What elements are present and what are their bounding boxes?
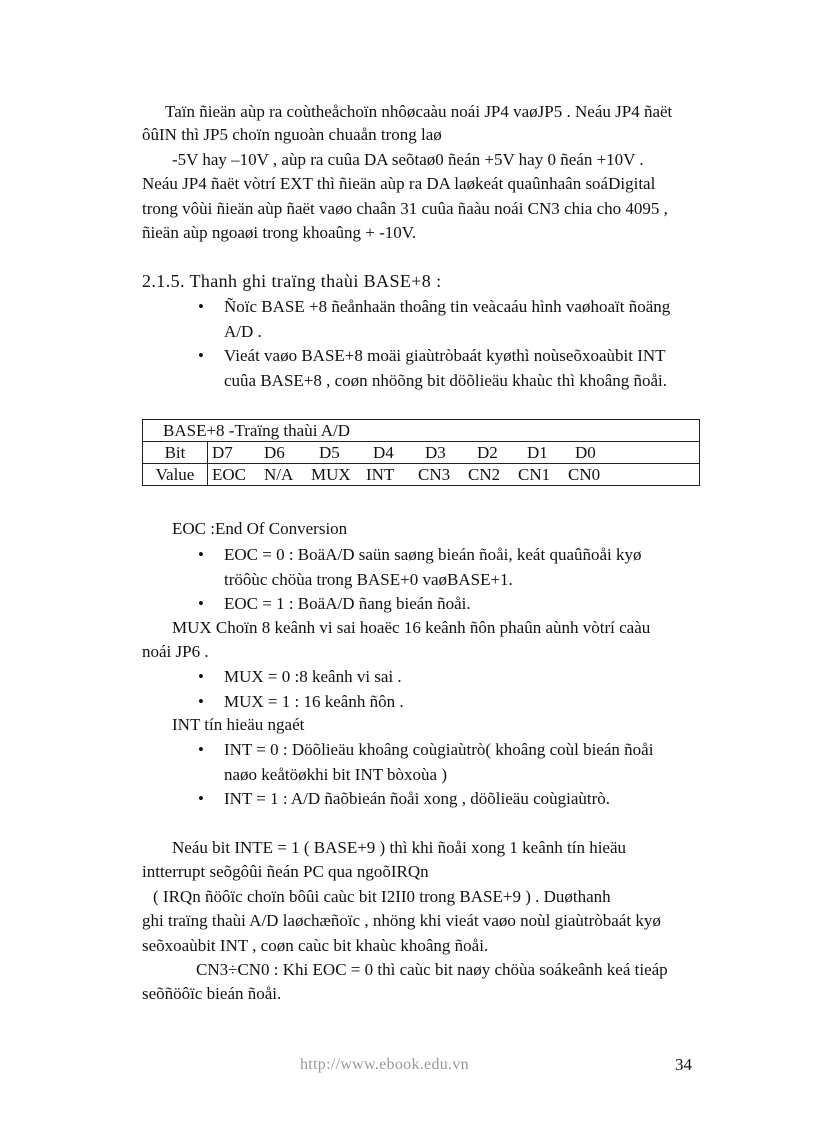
bullet-text: naøo keåtöøkhi bit INT bòxoùa ) bbox=[224, 764, 448, 784]
bit-label: Bit bbox=[143, 442, 208, 464]
list-item bbox=[198, 543, 642, 592]
closing-line-5: seõxoaùbit INT , coøn caùc bit khaùc khoâng ñoåi. bbox=[142, 936, 489, 955]
list-item: • MUX = 0 :8 keânh vi sai . bbox=[198, 665, 404, 690]
closing-line-2: intterrupt seõgôûi ñeán PC qua ngoõIRQn bbox=[142, 862, 429, 881]
bullet-text: tröôùc chöùa trong BASE+0 vaøBASE+1. bbox=[224, 569, 513, 589]
intro-line-1: Taïn ñieän aùp ra coùtheåchoïn nhôøcaàu noái JP4 vaøJP5 . Neáu JP4 ñaët bbox=[165, 102, 673, 121]
register-table bbox=[142, 419, 700, 486]
list-item bbox=[198, 592, 642, 617]
bullet-text: A/D . bbox=[224, 321, 262, 341]
list-item bbox=[198, 787, 653, 812]
value-cell: CN1 bbox=[518, 465, 551, 484]
eoc-title: EOC :End Of Conversion bbox=[172, 519, 348, 538]
section-heading: 2.1.5. Thanh ghi traïng thaùi BASE+8 : bbox=[142, 271, 442, 291]
bit-cell: D6 bbox=[264, 443, 285, 462]
bullet-text: cuûa BASE+8 , coøn nhöõng bit döõlieäu khaùc thì khoâng ñoåi. bbox=[224, 370, 668, 390]
value-cell: INT bbox=[366, 465, 395, 484]
closing-line-3: ( IRQn ñöôïc choïn bôûi caùc bit I2II0 trong BASE+9 ) . Duøthanh bbox=[153, 887, 611, 906]
table-title-row bbox=[143, 420, 700, 442]
table-title: BASE+8 -Traïng thaùi A/D bbox=[143, 420, 700, 442]
value-cell: EOC bbox=[212, 465, 246, 484]
intro-line-2: ôûIN thì JP5 choïn nguoàn chuaån trong laø bbox=[142, 125, 442, 144]
closing-line-7: seõñöôïc bieán ñoåi. bbox=[142, 984, 282, 1003]
value-cell: MUX bbox=[311, 465, 351, 484]
bullet-text: • INT = 0 : Döõlieäu khoâng coùgiaùtrò( khoâng coùl bieán ñoåi bbox=[224, 740, 654, 759]
footer-url[interactable]: http://www.ebook.edu.vn bbox=[300, 1056, 469, 1073]
bit-cell: D3 bbox=[425, 443, 446, 462]
list-item bbox=[198, 344, 670, 393]
bullet-text: • EOC = 1 : BoäA/D ñang bieán ñoåi. bbox=[224, 594, 471, 613]
intro-line-5: trong vôùi ñieän aùp ñaët vaøo chaân 31 cuûa ñaàu noái CN3 chia cho 4095 , bbox=[142, 199, 668, 218]
closing-line-4: ghi traïng thaùi A/D laøchæñoïc , nhöng khi vieát vaøo noùl giaùtròbaát kyø bbox=[142, 911, 661, 930]
mux-title-line-1: MUX Choïn 8 keânh vi sai hoaëc 16 keânh ñôn phaûn aùnh vòtrí caàu bbox=[172, 618, 651, 637]
list-item bbox=[198, 738, 653, 787]
intro-line-3: -5V hay –10V , aùp ra cuûa DA seõtaø0 ñeán +5V hay 0 ñeán +10V . bbox=[172, 150, 644, 169]
bit-cell: D5 bbox=[319, 443, 340, 462]
page-number: 34 bbox=[675, 1055, 692, 1074]
mux-title-line-2: noái JP6 . bbox=[142, 642, 209, 661]
eoc-bullet-list bbox=[198, 543, 642, 617]
list-item: • MUX = 1 : 16 keânh ñôn . bbox=[198, 690, 404, 715]
table-row bbox=[143, 464, 700, 486]
bit-cell: D0 bbox=[575, 443, 596, 462]
list-item bbox=[198, 295, 670, 344]
value-cell: CN0 bbox=[568, 465, 601, 484]
bullet-text: • Ñoïc BASE +8 ñeånhaän thoâng tin veàcaáu hình vaøhoaït ñoäng bbox=[224, 297, 671, 316]
bullet-text: • INT = 1 : A/D ñaõbieán ñoåi xong , döõlieäu coùgiaùtrò. bbox=[224, 789, 611, 808]
closing-line-1: Neáu bit INTE = 1 ( BASE+9 ) thì khi ñoåi xong 1 keânh tín hieäu bbox=[172, 838, 627, 857]
bit-cell: D7 bbox=[212, 443, 233, 462]
bullet-text: • EOC = 0 : BoäA/D saün saøng bieán ñoåi, keát quaûñoåi kyø bbox=[224, 545, 642, 564]
section-bullet-list bbox=[198, 295, 670, 393]
bit-cells bbox=[208, 442, 700, 464]
int-bullet-list bbox=[198, 738, 653, 812]
int-title: INT tín hieäu ngaét bbox=[172, 715, 305, 734]
table-row bbox=[143, 442, 700, 464]
bit-cell: D4 bbox=[373, 443, 394, 462]
closing-line-6: CN3÷CN0 : Khi EOC = 0 thì caùc bit naøy chöùa soákeânh keá tieáp bbox=[196, 960, 668, 979]
value-label: Value bbox=[143, 464, 208, 486]
bit-cell: D1 bbox=[527, 443, 548, 462]
value-cells bbox=[208, 464, 700, 486]
value-cell: CN2 bbox=[468, 465, 501, 484]
bit-cell: D2 bbox=[477, 443, 498, 462]
bullet-text: • Vieát vaøo BASE+8 moäi giaùtròbaát kyøthì noùseõxoaùbit INT bbox=[224, 346, 666, 365]
intro-line-6: ñieän aùp ngoaøi trong khoaûng + -10V. bbox=[142, 223, 417, 242]
value-cell: N/A bbox=[264, 465, 294, 484]
mux-bullet-list bbox=[198, 665, 404, 714]
value-cell: CN3 bbox=[418, 465, 451, 484]
intro-line-4: Neáu JP4 ñaët vòtrí EXT thì ñieän aùp ra DA laøkeát quaûnhaân soáDigital bbox=[142, 174, 656, 193]
